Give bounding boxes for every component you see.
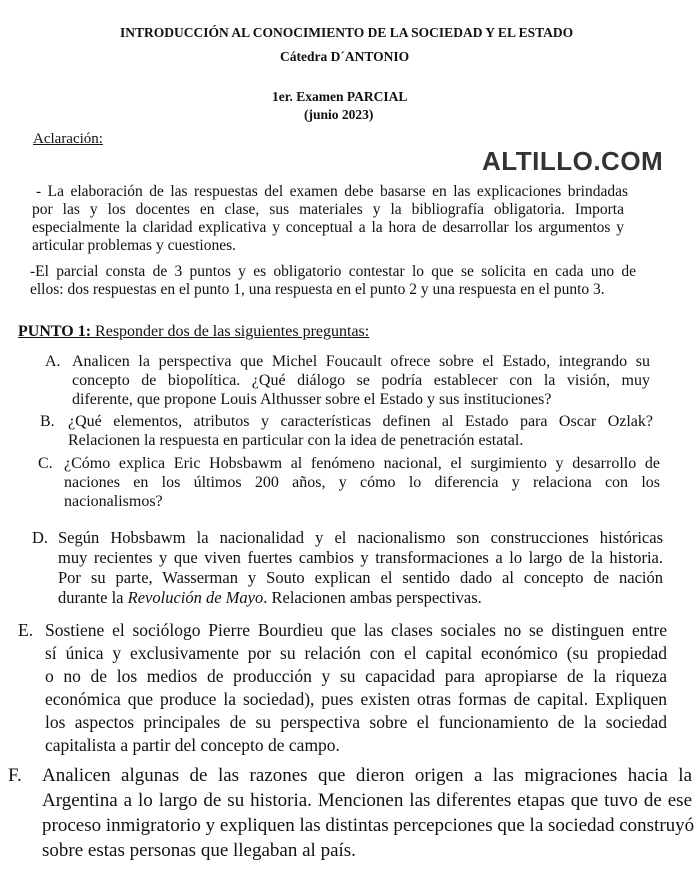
question-line: económica que produce la sociedad), pues existen otras formas de capital. Expliquen [45,689,667,709]
question-letter: A. [45,353,61,370]
question-letter: F. [8,765,22,786]
chair-name: Cátedra D´ANTONIO [280,49,410,64]
question-line: Por su parte, Wasserman y Souto explican el sentido dado al concepto de nación [58,568,663,587]
paragraph-line: por las y los docentes en clase, sus materiales y la bibliografía obligatoria. Importa [32,201,624,218]
question-letter: D. [32,528,49,547]
question-line: los aspectos principales de su perspectiva sobre el funcionamiento de la sociedad [45,712,667,732]
question-line: naciones en los últimos 200 años, y cómo lo diferencia y relaciona con los [64,474,660,491]
punto1-instruction: Responder dos de las siguientes preguntas: [95,323,370,340]
question-line: nacionalismos? [64,493,163,510]
question-line: o no de los medios de producción y su capacidad para apropiarse de la riqueza [45,666,667,686]
question-line: capitalista a partir del concepto de campo. [45,735,340,755]
paragraph-line: especialmente la claridad explicativa y conceptual a la hora de desarrollar los argumentos y [32,219,624,236]
question-letter: C. [38,455,53,472]
question-line: muy recientes y que viven fuertes cambios y transformaciones a lo largo de la historia. [58,548,663,567]
question-line: Relacionen la respuesta en particular con la idea de penetración estatal. [68,432,524,449]
question-line: Analicen algunas de las razones que dieron origen a las migraciones hacia la [42,765,692,786]
question-line: concepto de biopolítica. ¿Qué diálogo se podría establecer con la visión, muy [72,372,650,389]
document-title: INTRODUCCIÓN AL CONOCIMIENTO DE LA SOCIEDAD Y EL ESTADO [120,25,574,40]
question-line: Sostiene el sociólogo Pierre Bourdieu que las clases sociales no se distinguen entre [45,620,667,640]
exam-date: (junio 2023) [304,107,374,122]
question-line: diferente, que propone Louis Althusser sobre el Estado y sus instituciones? [72,391,552,408]
paragraph-line: ellos: dos respuestas en el punto 1, una respuesta en el punto 2 y una respuesta en el punto 3. [30,281,605,298]
question-line: Según Hobsbawm la nacionalidad y el nacionalismo son construcciones históricas [58,528,663,547]
italic-term: Revolución de Mayo [127,588,264,607]
question-line: sobre estas personas que llegaban al país. [42,840,356,861]
question-line: durante la Revolución de Mayo. Relacionen ambas perspectivas. [58,588,482,607]
paragraph-line: -El parcial consta de 3 puntos y es obligatorio contestar lo que se solicita en cada uno de [30,263,636,280]
question-letter: B. [40,413,55,430]
punto1-label: PUNTO 1: [18,323,96,340]
aclaracion-heading: Aclaración: [33,131,103,147]
paragraph-line: - La elaboración de las respuestas del examen debe basarse en las explicaciones brindadas [36,183,628,200]
question-line: Argentina a lo largo de su historia. Mencionen las diferentes etapas que tuvo de ese [42,790,692,811]
question-letter: E. [18,620,34,640]
exam-name: 1er. Examen PARCIAL [272,89,408,104]
paragraph-line: articular problemas y cuestiones. [32,237,237,254]
question-line: Analicen la perspectiva que Michel Foucault ofrece sobre el Estado, integrando su [72,353,650,370]
altillo-watermark: ALTILLO.COM [482,146,664,176]
punto1-heading [18,324,369,340]
question-line: proceso inmigratorio y expliquen las distintas percepciones que la sociedad construyó [42,815,695,836]
question-line: sí única y exclusivamente por su relación con el capital económico (su propiedad [45,643,667,663]
question-line: ¿Cómo explica Eric Hobsbawm al fenómeno nacional, el surgimiento y desarrollo de [64,455,660,472]
question-line: ¿Qué elementos, atributos y características definen al Estado para Oscar Ozlak? [68,413,653,430]
